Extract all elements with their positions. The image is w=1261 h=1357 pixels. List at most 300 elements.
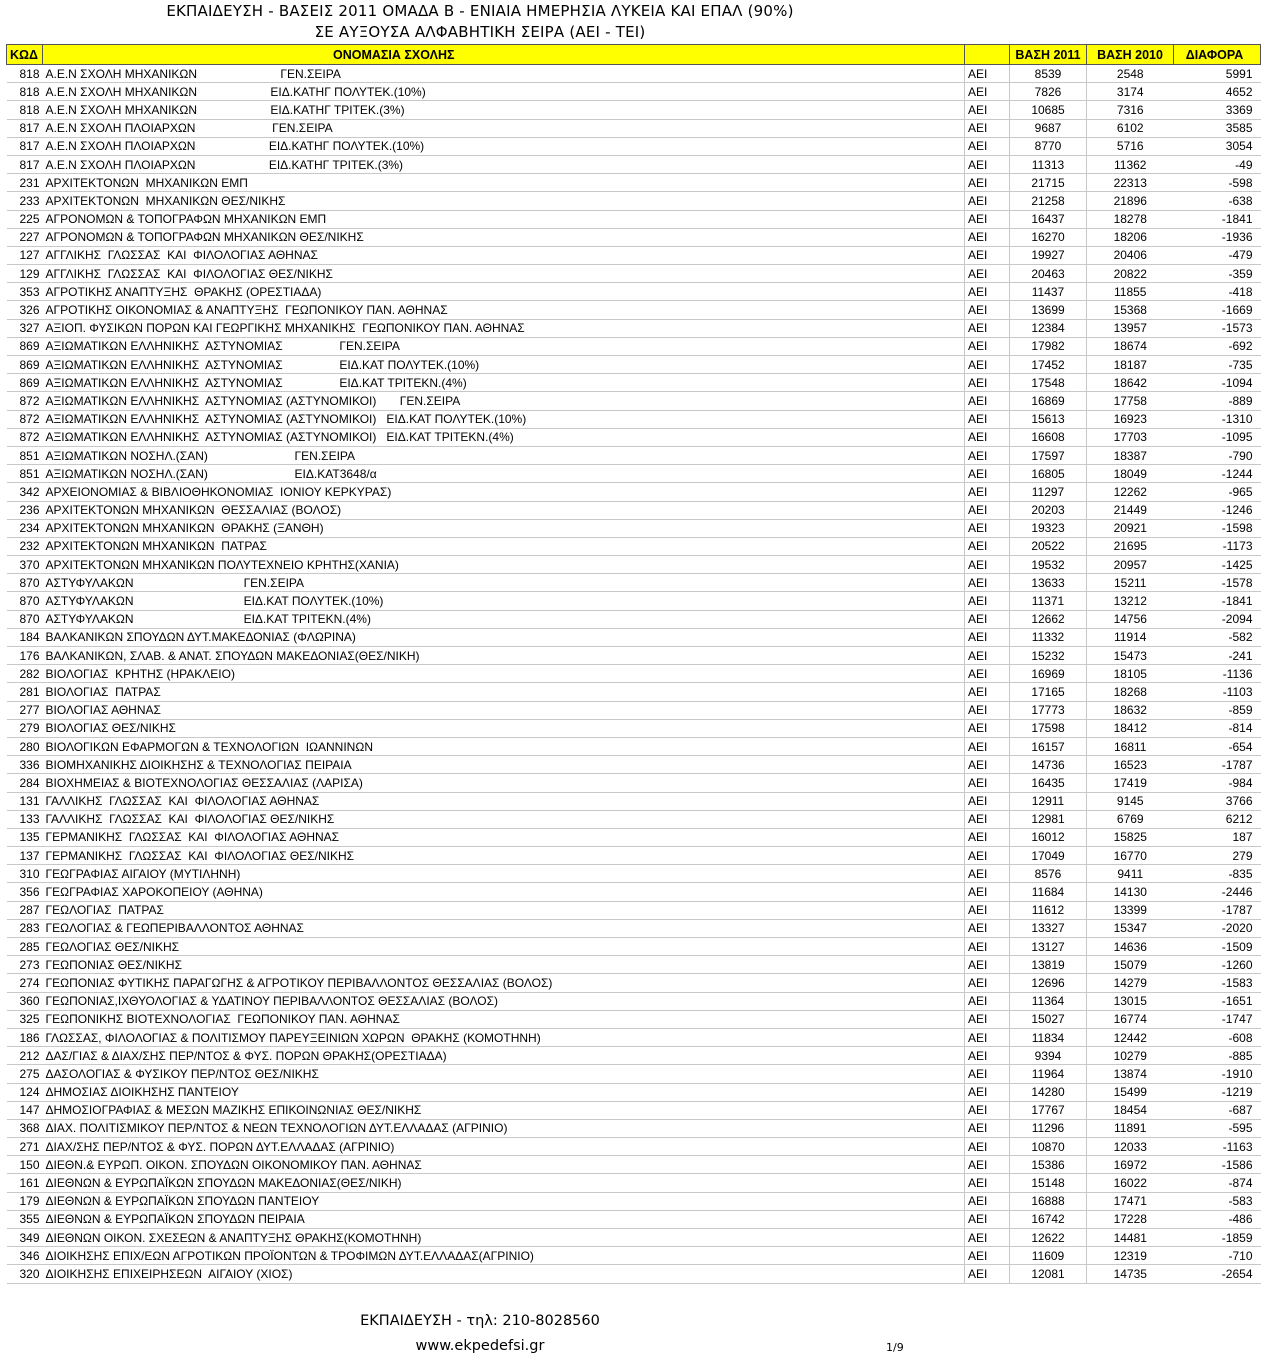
table-row xyxy=(7,1210,1261,1228)
cell-difference: -654 xyxy=(1174,737,1261,755)
table-row xyxy=(7,774,1261,792)
column-header-name: ΟΝΟΜΑΣΙΑ ΣΧΟΛΗΣ xyxy=(43,45,965,65)
cell-code: 851 xyxy=(7,465,43,483)
table-row xyxy=(7,574,1261,592)
cell-difference: -1219 xyxy=(1174,1083,1261,1101)
cell-school-name: ΓΕΩΠΟΝΙΑΣ,ΙΧΘΥΟΛΟΓΙΑΣ & ΥΔΑΤΙΝΟΥ ΠΕΡΙΒΑΛΛΟΝΤΟΣ ΘΕΣΣΑΛΙΑΣ (ΒΟΛΟΣ) xyxy=(43,992,965,1010)
cell-difference: -984 xyxy=(1174,774,1261,792)
table-row xyxy=(7,65,1261,83)
cell-base-2011: 11684 xyxy=(1010,883,1087,901)
cell-school-name: ΓΕΩΛΟΓΙΑΣ ΠΑΤΡΑΣ xyxy=(43,901,965,919)
cell-difference: -479 xyxy=(1174,246,1261,264)
table-row xyxy=(7,83,1261,101)
cell-code: 232 xyxy=(7,537,43,555)
table-row xyxy=(7,192,1261,210)
cell-code: 342 xyxy=(7,483,43,501)
table-row xyxy=(7,1156,1261,1174)
cell-difference: -1244 xyxy=(1174,465,1261,483)
cell-type: ΑΕΙ xyxy=(965,537,1010,555)
cell-difference: -1936 xyxy=(1174,228,1261,246)
cell-difference: 4652 xyxy=(1174,83,1261,101)
cell-base-2010: 15211 xyxy=(1087,574,1174,592)
cell-difference: -1260 xyxy=(1174,956,1261,974)
cell-code: 184 xyxy=(7,628,43,646)
cell-school-name: ΔΑΣΟΛΟΓΙΑΣ & ΦΥΣΙΚΟΥ ΠΕΡ/ΝΤΟΣ ΘΕΣ/ΝΙΚΗΣ xyxy=(43,1065,965,1083)
cell-school-name: Α.Ε.Ν ΣΧΟΛΗ ΠΛΟΙΑΡΧΩΝ ΕΙΔ.ΚΑΤΗΓ ΠΟΛΥΤΕΚ.(10%) xyxy=(43,137,965,155)
cell-difference: -2654 xyxy=(1174,1265,1261,1283)
cell-school-name: ΓΕΩΛΟΓΙΑΣ ΘΕΣ/ΝΙΚΗΣ xyxy=(43,938,965,956)
cell-code: 273 xyxy=(7,956,43,974)
cell-difference: -2446 xyxy=(1174,883,1261,901)
cell-base-2010: 11362 xyxy=(1087,155,1174,173)
cell-base-2011: 16805 xyxy=(1010,465,1087,483)
cell-base-2010: 18105 xyxy=(1087,665,1174,683)
cell-code: 271 xyxy=(7,1138,43,1156)
cell-difference: 3369 xyxy=(1174,101,1261,119)
table-row xyxy=(7,647,1261,665)
cell-base-2010: 20822 xyxy=(1087,265,1174,283)
cell-school-name: ΑΞΙΩΜΑΤΙΚΩΝ ΕΛΛΗΝΙΚΗΣ ΑΣΤΥΝΟΜΙΑΣ ΓΕΝ.ΣΕΙΡΑ xyxy=(43,337,965,355)
cell-type: ΑΕΙ xyxy=(965,756,1010,774)
cell-base-2010: 11891 xyxy=(1087,1119,1174,1137)
cell-type: ΑΕΙ xyxy=(965,392,1010,410)
cell-base-2010: 18454 xyxy=(1087,1101,1174,1119)
table-row xyxy=(7,392,1261,410)
cell-type: ΑΕΙ xyxy=(965,155,1010,173)
cell-school-name: ΓΕΩΠΟΝΙΑΣ ΘΕΣ/ΝΙΚΗΣ xyxy=(43,956,965,974)
table-row xyxy=(7,792,1261,810)
cell-base-2010: 18268 xyxy=(1087,683,1174,701)
cell-code: 236 xyxy=(7,501,43,519)
cell-difference: -1310 xyxy=(1174,410,1261,428)
cell-base-2011: 11297 xyxy=(1010,483,1087,501)
cell-code: 336 xyxy=(7,756,43,774)
cell-type: ΑΕΙ xyxy=(965,974,1010,992)
cell-base-2010: 16811 xyxy=(1087,737,1174,755)
cell-base-2010: 11914 xyxy=(1087,628,1174,646)
cell-base-2010: 12442 xyxy=(1087,1028,1174,1046)
cell-difference: -1136 xyxy=(1174,665,1261,683)
cell-type: ΑΕΙ xyxy=(965,556,1010,574)
cell-code: 818 xyxy=(7,65,43,83)
cell-difference: 187 xyxy=(1174,828,1261,846)
cell-difference: -1586 xyxy=(1174,1156,1261,1174)
cell-difference: 3585 xyxy=(1174,119,1261,137)
cell-difference: -1509 xyxy=(1174,938,1261,956)
document-title: ΕΚΠΑΙΔΕΥΣΗ - ΒΑΣΕΙΣ 2011 ΟΜΑΔΑ Β - ΕΝΙΑΙΑ ΗΜΕΡΗΣΙΑ ΛΥΚΕΙΑ ΚΑΙ ΕΠΑΛ (90%) xyxy=(166,2,794,20)
cell-code: 817 xyxy=(7,137,43,155)
cell-base-2011: 12384 xyxy=(1010,319,1087,337)
cell-school-name: ΓΕΡΜΑΝΙΚΗΣ ΓΛΩΣΣΑΣ ΚΑΙ ΦΙΛΟΛΟΓΙΑΣ ΘΕΣ/ΝΙΚΗΣ xyxy=(43,847,965,865)
table-row xyxy=(7,246,1261,264)
cell-base-2011: 19927 xyxy=(1010,246,1087,264)
table-row xyxy=(7,483,1261,501)
cell-base-2010: 14756 xyxy=(1087,610,1174,628)
cell-code: 147 xyxy=(7,1101,43,1119)
cell-base-2010: 6102 xyxy=(1087,119,1174,137)
cell-code: 284 xyxy=(7,774,43,792)
cell-difference: -859 xyxy=(1174,701,1261,719)
cell-base-2011: 20203 xyxy=(1010,501,1087,519)
cell-base-2011: 11834 xyxy=(1010,1028,1087,1046)
table-row xyxy=(7,1229,1261,1247)
cell-school-name: Α.Ε.Ν ΣΧΟΛΗ ΜΗΧΑΝΙΚΩΝ ΓΕΝ.ΣΕΙΡΑ xyxy=(43,65,965,83)
cell-code: 212 xyxy=(7,1047,43,1065)
cell-base-2010: 21896 xyxy=(1087,192,1174,210)
cell-type: ΑΕΙ xyxy=(965,356,1010,374)
cell-type: ΑΕΙ xyxy=(965,774,1010,792)
cell-difference: -1859 xyxy=(1174,1229,1261,1247)
cell-base-2010: 18187 xyxy=(1087,356,1174,374)
cell-base-2010: 17419 xyxy=(1087,774,1174,792)
cell-code: 124 xyxy=(7,1083,43,1101)
cell-base-2010: 7316 xyxy=(1087,101,1174,119)
cell-school-name: ΑΣΤΥΦΥΛΑΚΩΝ ΕΙΔ.ΚΑΤ ΤΡΙΤΕΚΝ.(4%) xyxy=(43,610,965,628)
cell-difference: -1094 xyxy=(1174,374,1261,392)
cell-base-2011: 15613 xyxy=(1010,410,1087,428)
cell-type: ΑΕΙ xyxy=(965,683,1010,701)
cell-base-2010: 12033 xyxy=(1087,1138,1174,1156)
cell-base-2011: 8576 xyxy=(1010,865,1087,883)
cell-school-name: ΑΓΡΟΝΟΜΩΝ & ΤΟΠΟΓΡΑΦΩΝ ΜΗΧΑΝΙΚΩΝ ΘΕΣ/ΝΙΚΗΣ xyxy=(43,228,965,246)
cell-difference: -1578 xyxy=(1174,574,1261,592)
cell-code: 356 xyxy=(7,883,43,901)
cell-type: ΑΕΙ xyxy=(965,1156,1010,1174)
cell-code: 353 xyxy=(7,283,43,301)
cell-base-2010: 12319 xyxy=(1087,1247,1174,1265)
cell-base-2010: 20406 xyxy=(1087,246,1174,264)
cell-school-name: ΑΡΧΙΤΕΚΤΟΝΩΝ ΜΗΧΑΝΙΚΩΝ ΘΕΣΣΑΛΙΑΣ (ΒΟΛΟΣ) xyxy=(43,501,965,519)
cell-school-name: ΑΞΙΩΜΑΤΙΚΩΝ ΝΟΣΗΛ.(ΣΑΝ) ΕΙΔ.ΚΑΤ3648/α xyxy=(43,465,965,483)
cell-base-2011: 16888 xyxy=(1010,1192,1087,1210)
cell-type: ΑΕΙ xyxy=(965,1138,1010,1156)
cell-code: 870 xyxy=(7,574,43,592)
cell-school-name: ΒΙΟΛΟΓΙΚΩΝ ΕΦΑΡΜΟΓΩΝ & ΤΕΧΝΟΛΟΓΙΩΝ ΙΩΑΝΝΙΝΩΝ xyxy=(43,737,965,755)
cell-base-2011: 16742 xyxy=(1010,1210,1087,1228)
cell-difference: 279 xyxy=(1174,847,1261,865)
cell-type: ΑΕΙ xyxy=(965,1229,1010,1247)
cell-base-2011: 16157 xyxy=(1010,737,1087,755)
cell-difference: -583 xyxy=(1174,1192,1261,1210)
cell-code: 283 xyxy=(7,919,43,937)
cell-difference: -49 xyxy=(1174,155,1261,173)
cell-base-2010: 13212 xyxy=(1087,592,1174,610)
cell-school-name: ΒΙΟΜΗΧΑΝΙΚΗΣ ΔΙΟΙΚΗΣΗΣ & ΤΕΧΝΟΛΟΓΙΑΣ ΠΕΙΡΑΙΑ xyxy=(43,756,965,774)
table-row xyxy=(7,1065,1261,1083)
cell-base-2010: 15347 xyxy=(1087,919,1174,937)
cell-type: ΑΕΙ xyxy=(965,501,1010,519)
cell-code: 320 xyxy=(7,1265,43,1283)
cell-base-2010: 13015 xyxy=(1087,992,1174,1010)
cell-type: ΑΕΙ xyxy=(965,574,1010,592)
cell-school-name: ΔΙΕΘΝΩΝ & ΕΥΡΩΠΑΪΚΩΝ ΣΠΟΥΔΩΝ ΠΑΝΤΕΙΟΥ xyxy=(43,1192,965,1210)
cell-base-2010: 11855 xyxy=(1087,283,1174,301)
cell-base-2011: 12981 xyxy=(1010,810,1087,828)
cell-difference: -359 xyxy=(1174,265,1261,283)
cell-base-2011: 11296 xyxy=(1010,1119,1087,1137)
cell-code: 135 xyxy=(7,828,43,846)
cell-difference: 3766 xyxy=(1174,792,1261,810)
cell-type: ΑΕΙ xyxy=(965,1247,1010,1265)
cell-type: ΑΕΙ xyxy=(965,119,1010,137)
cell-school-name: ΔΙΕΘΝΩΝ ΟΙΚΟΝ. ΣΧΕΣΕΩΝ & ΑΝΑΠΤΥΞΗΣ ΘΡΑΚΗΣ(ΚΟΜΟΤΗΝΗ) xyxy=(43,1229,965,1247)
cell-school-name: ΑΣΤΥΦΥΛΑΚΩΝ ΕΙΔ.ΚΑΤ ΠΟΛΥΤΕΚ.(10%) xyxy=(43,592,965,610)
cell-school-name: ΒΙΟΛΟΓΙΑΣ ΘΕΣ/ΝΙΚΗΣ xyxy=(43,719,965,737)
footer-contact: ΕΚΠΑΙΔΕΥΣΗ - τηλ: 210-8028560 xyxy=(360,1313,600,1329)
table-row xyxy=(7,465,1261,483)
table-row xyxy=(7,337,1261,355)
cell-school-name: ΒΙΟΛΟΓΙΑΣ ΠΑΤΡΑΣ xyxy=(43,683,965,701)
cell-code: 137 xyxy=(7,847,43,865)
cell-code: 287 xyxy=(7,901,43,919)
cell-base-2011: 16608 xyxy=(1010,428,1087,446)
cell-code: 281 xyxy=(7,683,43,701)
cell-base-2011: 8539 xyxy=(1010,65,1087,83)
cell-code: 818 xyxy=(7,101,43,119)
cell-base-2010: 16923 xyxy=(1087,410,1174,428)
cell-code: 233 xyxy=(7,192,43,210)
cell-code: 275 xyxy=(7,1065,43,1083)
table-row xyxy=(7,537,1261,555)
cell-school-name: ΔΙΕΘΝΩΝ & ΕΥΡΩΠΑΪΚΩΝ ΣΠΟΥΔΩΝ ΠΕΙΡΑΙΑ xyxy=(43,1210,965,1228)
cell-base-2010: 13874 xyxy=(1087,1065,1174,1083)
cell-school-name: ΓΕΩΓΡΑΦΙΑΣ ΑΙΓΑΙΟΥ (ΜΥΤΙΛΗΝΗ) xyxy=(43,865,965,883)
cell-school-name: ΑΡΧΙΤΕΚΤΟΝΩΝ ΜΗΧΑΝΙΚΩΝ ΠΟΛΥΤΕΧΝΕΙΟ ΚΡΗΤΗΣ(ΧΑΝΙΑ) xyxy=(43,556,965,574)
table-row xyxy=(7,1047,1261,1065)
cell-base-2011: 12622 xyxy=(1010,1229,1087,1247)
cell-type: ΑΕΙ xyxy=(965,938,1010,956)
cell-school-name: ΑΞΙΩΜΑΤΙΚΩΝ ΕΛΛΗΝΙΚΗΣ ΑΣΤΥΝΟΜΙΑΣ ΕΙΔ.ΚΑΤ ΤΡΙΤΕΚΝ.(4%) xyxy=(43,374,965,392)
cell-base-2010: 20921 xyxy=(1087,519,1174,537)
cell-difference: -1425 xyxy=(1174,556,1261,574)
cell-base-2010: 18049 xyxy=(1087,465,1174,483)
cell-difference: 6212 xyxy=(1174,810,1261,828)
cell-type: ΑΕΙ xyxy=(965,719,1010,737)
cell-type: ΑΕΙ xyxy=(965,665,1010,683)
cell-school-name: ΔΙΑΧ/ΣΗΣ ΠΕΡ/ΝΤΟΣ & ΦΥΣ. ΠΟΡΩΝ ΔΥΤ.ΕΛΛΑΔΑΣ (ΑΓΡΙΝΙΟ) xyxy=(43,1138,965,1156)
cell-type: ΑΕΙ xyxy=(965,1192,1010,1210)
cell-base-2010: 14279 xyxy=(1087,974,1174,992)
cell-base-2010: 18206 xyxy=(1087,228,1174,246)
cell-school-name: ΔΙΑΧ. ΠΟΛΙΤΙΣΜΙΚΟΥ ΠΕΡ/ΝΤΟΣ & ΝΕΩΝ ΤΕΧΝΟΛΟΓΙΩΝ ΔΥΤ.ΕΛΛΑΔΑΣ (ΑΓΡΙΝΙΟ) xyxy=(43,1119,965,1137)
cell-code: 179 xyxy=(7,1192,43,1210)
cell-code: 368 xyxy=(7,1119,43,1137)
cell-school-name: Α.Ε.Ν ΣΧΟΛΗ ΠΛΟΙΑΡΧΩΝ ΕΙΔ.ΚΑΤΗΓ ΤΡΙΤΕΚ.(3%) xyxy=(43,155,965,173)
table-row xyxy=(7,756,1261,774)
cell-type: ΑΕΙ xyxy=(965,428,1010,446)
cell-base-2010: 13957 xyxy=(1087,319,1174,337)
cell-base-2011: 12081 xyxy=(1010,1265,1087,1283)
cell-school-name: ΑΞΙΟΠ. ΦΥΣΙΚΩΝ ΠΟΡΩΝ ΚΑΙ ΓΕΩΡΓΙΚΗΣ ΜΗΧΑΝΙΚΗΣ ΓΕΩΠΟΝΙΚΟΥ ΠΑΝ. ΑΘΗΝΑΣ xyxy=(43,319,965,337)
cell-school-name: ΓΕΩΓΡΑΦΙΑΣ ΧΑΡΟΚΟΠΕΙΟΥ (ΑΘΗΝΑ) xyxy=(43,883,965,901)
table-row xyxy=(7,701,1261,719)
cell-school-name: ΓΕΩΠΟΝΙΚΗΣ ΒΙΟΤΕΧΝΟΛΟΓΙΑΣ ΓΕΩΠΟΝΙΚΟΥ ΠΑΝ. ΑΘΗΝΑΣ xyxy=(43,1010,965,1028)
cell-base-2010: 21449 xyxy=(1087,501,1174,519)
table-row xyxy=(7,1119,1261,1137)
cell-type: ΑΕΙ xyxy=(965,83,1010,101)
cell-code: 869 xyxy=(7,374,43,392)
table-row xyxy=(7,956,1261,974)
cell-difference: -1583 xyxy=(1174,974,1261,992)
cell-type: ΑΕΙ xyxy=(965,992,1010,1010)
cell-base-2011: 20522 xyxy=(1010,537,1087,555)
cell-difference: -2094 xyxy=(1174,610,1261,628)
cell-base-2011: 11313 xyxy=(1010,155,1087,173)
cell-difference: 3054 xyxy=(1174,137,1261,155)
cell-base-2011: 11964 xyxy=(1010,1065,1087,1083)
cell-base-2010: 17758 xyxy=(1087,392,1174,410)
cell-difference: -1747 xyxy=(1174,1010,1261,1028)
cell-base-2011: 16435 xyxy=(1010,774,1087,792)
cell-base-2010: 12262 xyxy=(1087,483,1174,501)
cell-code: 225 xyxy=(7,210,43,228)
cell-school-name: Α.Ε.Ν ΣΧΟΛΗ ΜΗΧΑΝΙΚΩΝ ΕΙΔ.ΚΑΤΗΓ ΠΟΛΥΤΕΚ.(10%) xyxy=(43,83,965,101)
table-row xyxy=(7,610,1261,628)
cell-difference: -1573 xyxy=(1174,319,1261,337)
column-header-code: ΚΩΔ xyxy=(7,45,43,65)
table-row xyxy=(7,665,1261,683)
cell-school-name: ΑΞΙΩΜΑΤΙΚΩΝ ΕΛΛΗΝΙΚΗΣ ΑΣΤΥΝΟΜΙΑΣ ΕΙΔ.ΚΑΤ ΠΟΛΥΤΕΚ.(10%) xyxy=(43,356,965,374)
cell-type: ΑΕΙ xyxy=(965,1065,1010,1083)
cell-school-name: ΑΞΙΩΜΑΤΙΚΩΝ ΕΛΛΗΝΙΚΗΣ ΑΣΤΥΝΟΜΙΑΣ (ΑΣΤΥΝΟΜΙΚΟΙ) ΓΕΝ.ΣΕΙΡΑ xyxy=(43,392,965,410)
cell-type: ΑΕΙ xyxy=(965,374,1010,392)
cell-school-name: ΓΑΛΛΙΚΗΣ ΓΛΩΣΣΑΣ ΚΑΙ ΦΙΛΟΛΟΓΙΑΣ ΑΘΗΝΑΣ xyxy=(43,792,965,810)
cell-base-2010: 2548 xyxy=(1087,65,1174,83)
cell-school-name: ΑΓΡΟΤΙΚΗΣ ΑΝΑΠΤΥΞΗΣ ΘΡΑΚΗΣ (ΟΡΕΣΤΙΑΔΑ) xyxy=(43,283,965,301)
cell-type: ΑΕΙ xyxy=(965,137,1010,155)
cell-code: 872 xyxy=(7,410,43,428)
cell-type: ΑΕΙ xyxy=(965,519,1010,537)
cell-type: ΑΕΙ xyxy=(965,228,1010,246)
cell-base-2011: 16437 xyxy=(1010,210,1087,228)
cell-school-name: Α.Ε.Ν ΣΧΟΛΗ ΠΛΟΙΑΡΧΩΝ ΓΕΝ.ΣΕΙΡΑ xyxy=(43,119,965,137)
table-row xyxy=(7,1247,1261,1265)
cell-difference: -598 xyxy=(1174,174,1261,192)
cell-type: ΑΕΙ xyxy=(965,847,1010,865)
cell-school-name: ΔΙΕΘΝΩΝ & ΕΥΡΩΠΑΪΚΩΝ ΣΠΟΥΔΩΝ ΜΑΚΕΔΟΝΙΑΣ(ΘΕΣ/ΝΙΚΗ) xyxy=(43,1174,965,1192)
cell-code: 349 xyxy=(7,1229,43,1247)
cell-type: ΑΕΙ xyxy=(965,865,1010,883)
cell-base-2010: 10279 xyxy=(1087,1047,1174,1065)
cell-base-2010: 15368 xyxy=(1087,301,1174,319)
table-row xyxy=(7,119,1261,137)
cell-difference: -1841 xyxy=(1174,210,1261,228)
cell-base-2010: 9411 xyxy=(1087,865,1174,883)
cell-base-2011: 10870 xyxy=(1010,1138,1087,1156)
table-row xyxy=(7,1101,1261,1119)
cell-school-name: ΓΑΛΛΙΚΗΣ ΓΛΩΣΣΑΣ ΚΑΙ ΦΙΛΟΛΟΓΙΑΣ ΘΕΣ/ΝΙΚΗΣ xyxy=(43,810,965,828)
cell-difference: -790 xyxy=(1174,446,1261,464)
cell-school-name: ΑΡΧΙΤΕΚΤΟΝΩΝ ΜΗΧΑΝΙΚΩΝ ΠΑΤΡΑΣ xyxy=(43,537,965,555)
cell-type: ΑΕΙ xyxy=(965,1265,1010,1283)
cell-code: 325 xyxy=(7,1010,43,1028)
cell-difference: -582 xyxy=(1174,628,1261,646)
cell-base-2011: 11364 xyxy=(1010,992,1087,1010)
cell-type: ΑΕΙ xyxy=(965,283,1010,301)
table-row xyxy=(7,228,1261,246)
cell-base-2010: 17703 xyxy=(1087,428,1174,446)
cell-code: 872 xyxy=(7,392,43,410)
cell-school-name: ΑΓΓΛΙΚΗΣ ΓΛΩΣΣΑΣ ΚΑΙ ΦΙΛΟΛΟΓΙΑΣ ΘΕΣ/ΝΙΚΗΣ xyxy=(43,265,965,283)
cell-type: ΑΕΙ xyxy=(965,1210,1010,1228)
table-row xyxy=(7,719,1261,737)
table-row xyxy=(7,628,1261,646)
cell-base-2011: 17548 xyxy=(1010,374,1087,392)
table-row xyxy=(7,301,1261,319)
cell-type: ΑΕΙ xyxy=(965,301,1010,319)
cell-base-2011: 15027 xyxy=(1010,1010,1087,1028)
table-row xyxy=(7,919,1261,937)
cell-type: ΑΕΙ xyxy=(965,265,1010,283)
cell-difference: -418 xyxy=(1174,283,1261,301)
cell-code: 279 xyxy=(7,719,43,737)
cell-type: ΑΕΙ xyxy=(965,319,1010,337)
cell-difference: -1095 xyxy=(1174,428,1261,446)
column-header-base-2010: ΒΑΣΗ 2010 xyxy=(1087,45,1174,65)
cell-base-2010: 21695 xyxy=(1087,537,1174,555)
column-header-type xyxy=(965,45,1010,65)
cell-difference: -874 xyxy=(1174,1174,1261,1192)
cell-base-2011: 16969 xyxy=(1010,665,1087,683)
cell-difference: -1651 xyxy=(1174,992,1261,1010)
cell-type: ΑΕΙ xyxy=(965,1010,1010,1028)
cell-base-2011: 13699 xyxy=(1010,301,1087,319)
table-row xyxy=(7,683,1261,701)
cell-base-2011: 15386 xyxy=(1010,1156,1087,1174)
cell-difference: -486 xyxy=(1174,1210,1261,1228)
cell-base-2010: 16774 xyxy=(1087,1010,1174,1028)
cell-school-name: Α.Ε.Ν ΣΧΟΛΗ ΜΗΧΑΝΙΚΩΝ ΕΙΔ.ΚΑΤΗΓ ΤΡΙΤΕΚ.(3%) xyxy=(43,101,965,119)
cell-type: ΑΕΙ xyxy=(965,701,1010,719)
table-row xyxy=(7,210,1261,228)
cell-base-2010: 16022 xyxy=(1087,1174,1174,1192)
cell-base-2011: 17597 xyxy=(1010,446,1087,464)
cell-code: 274 xyxy=(7,974,43,992)
cell-base-2011: 17773 xyxy=(1010,701,1087,719)
cell-code: 872 xyxy=(7,428,43,446)
cell-code: 818 xyxy=(7,83,43,101)
cell-type: ΑΕΙ xyxy=(965,192,1010,210)
table-row xyxy=(7,592,1261,610)
cell-base-2010: 16770 xyxy=(1087,847,1174,865)
cell-type: ΑΕΙ xyxy=(965,1047,1010,1065)
cell-code: 869 xyxy=(7,356,43,374)
cell-school-name: ΑΓΡΟΤΙΚΗΣ ΟΙΚΟΝΟΜΙΑΣ & ΑΝΑΠΤΥΞΗΣ ΓΕΩΠΟΝΙΚΟΥ ΠΑΝ. ΑΘΗΝΑΣ xyxy=(43,301,965,319)
cell-base-2011: 17598 xyxy=(1010,719,1087,737)
cell-school-name: ΔΗΜΟΣΙΟΓΡΑΦΙΑΣ & ΜΕΣΩΝ ΜΑΖΙΚΗΣ ΕΠΙΚΟΙΝΩΝΙΑΣ ΘΕΣ/ΝΙΚΗΣ xyxy=(43,1101,965,1119)
cell-base-2011: 16869 xyxy=(1010,392,1087,410)
cell-type: ΑΕΙ xyxy=(965,246,1010,264)
cell-base-2011: 11609 xyxy=(1010,1247,1087,1265)
cell-school-name: ΑΞΙΩΜΑΤΙΚΩΝ ΕΛΛΗΝΙΚΗΣ ΑΣΤΥΝΟΜΙΑΣ (ΑΣΤΥΝΟΜΙΚΟΙ) ΕΙΔ.ΚΑΤ ΤΡΙΤΕΚΝ.(4%) xyxy=(43,428,965,446)
table-row xyxy=(7,1138,1261,1156)
cell-base-2011: 9687 xyxy=(1010,119,1087,137)
table-row xyxy=(7,865,1261,883)
cell-type: ΑΕΙ xyxy=(965,610,1010,628)
cell-type: ΑΕΙ xyxy=(965,592,1010,610)
cell-base-2010: 15079 xyxy=(1087,956,1174,974)
cell-difference: -1787 xyxy=(1174,901,1261,919)
cell-base-2011: 16270 xyxy=(1010,228,1087,246)
table-row xyxy=(7,992,1261,1010)
cell-type: ΑΕΙ xyxy=(965,828,1010,846)
cell-difference: -814 xyxy=(1174,719,1261,737)
table-row xyxy=(7,810,1261,828)
cell-code: 326 xyxy=(7,301,43,319)
table-row xyxy=(7,137,1261,155)
table-row xyxy=(7,828,1261,846)
cell-difference: -241 xyxy=(1174,647,1261,665)
